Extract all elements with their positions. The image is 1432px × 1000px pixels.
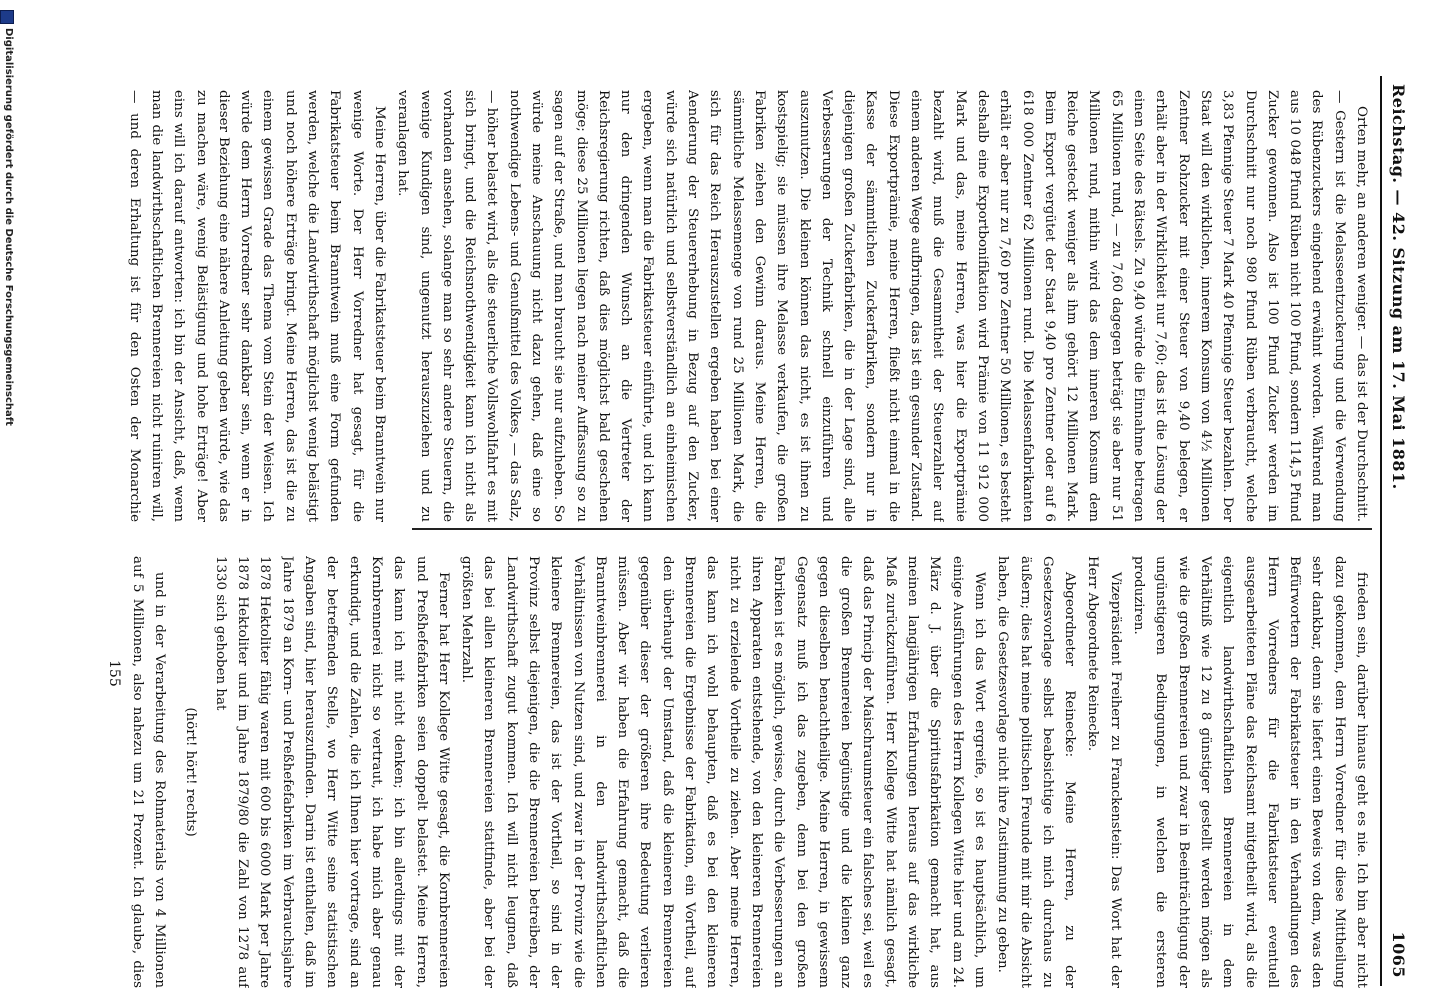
digitization-note: Digitalisierung gefördert durch die Deutsche Forschungsgemeinschaft (3, 28, 14, 426)
column-divider (412, 528, 1372, 530)
paragraph: frieden sein, darüber hinaus geht es nie. Ich bin aber nicht dazu gekommen, dem Herrn Vorredner für diese Mittheilung sehr dankbar, denn sie liefert einen Beweis von dem, was den Befürwortern der Fabrikatsteuer in den Verhandlungen des Herrn Vorredners für die Fabrikatsteuer eventuell ausgearbeiteten Pläne das Reichsamt mitgetheilt wird, als die eigentlich landwirthschaftlichen Brennereien in dem Verhältniß wie 12 zu 8 günstiger gestellt werden mögen als wie die großen Brennereien und zwar in Beeinträchtigung der ungünstigeren Bedingungen, in welchen die ersteren produziren. (1131, 556, 1369, 988)
paragraph: Orten mehr, an anderen weniger. — das ist der Durchschnitt. — Gestern ist die Melasseentzuckerung und die Verwendung des Rübenzuckers eingehend erwähnt worden. Während man aus 10 048 Pfund Rüben nicht 100 Pfund, sondern 114,5 Pfund Zucker gewonnen. Also ist 100 Pfund Zucker werden im Durchschnitt nur noch 980 Pfund Rüben verbraucht, welche 3,83 Pfennige Steuer 7 Mark 40 Pfennige Steuer bezahlen. Der Staat will den wirklichen, innerem Konsum von 4½ Millionen Zentner Rohzucker mit einer Steuer von 9,40 belegen, er erhält aber in der Wirklichkeit nur 7,60; das ist die Lösung der einen Seite des Rätsels. Zu 9,40 würde die Einnahme betragen 65 Millionen rund, — zu 7,60 dagegen beträgt sie aber nur 51 Millionen rund, mithin wird das dem inneren Konsum dem Reiche gesteckt weniger als ihm gehört 12 Millionen Mark. Beim Export vergütet der Staat 9,40 pro Zentner oder auf 6 618 000 Zentner 62 Millionen rund. Die Melassenfabrikanten erhält er aber nur zu 7,60 pro Zentner 50 Millionen, es besteht deshalb eine Exportbonifikation wird Prämie von 11 912 000 Mark und das, meine Herren, was hier die Exportprämie bezahlt wird, muß die Gesammtheit der Steuerzahler auf einem anderen Wege aufbringen, das ist ein gesunder Zustand. Diese Exportprämie, meine Herren, fließt nicht einmal in die Kasse der sämmtlichen Zuckerfabriken, sondern nur in diejenigen großen Zuckerfabriken, die in der Lage sind, alle Verbesserungen der Technik schnell einzuführen und auszunutzen. Die kleinen können das nicht, es ist ihnen zu kostspielig; sie müssen ihre Melasse verkaufen, die großen Fabriken ziehen den Gewinn daraus. Meine Herren, die sämmtliche Melassemenge von rund 25 Millionen Mark, die sich für das Reich Herauszustellen ergeben haben bei einer Aenderung der Steuererhebung in Bezug auf den Zucker, würde sich natürlich und selbstverständlich an einheimischen ergeben, wenn man die Fabrikatsteuer einführte, und ich kann nur den dringenden Wunsch an die Vertreter der Reichsregierung richten, daß dies möglichst bald geschehen möge; diese 25 Millionen liegen nach meiner Auffassung so zu sagen auf der Straße, und man braucht sie nur aufzuheben. So würde meine Anschauung nicht dazu gehen, daß eine so nothwendige Lebens- und Genußmittel des Volkes, — das Salz, — höher belastet wird, als die steuerliche Vollswohlfahrt es mit sich bringt, und die Reichsnothwendigkeit kann ich nicht als vorhanden ansehen, solange man so sehr andere Steuern, die wenige Kundigen sind, ungenutzt herauszuziehen und zu veranlagen hat. (395, 90, 1369, 522)
left-column (122, 90, 1372, 522)
dfg-logo-icon (0, 10, 14, 24)
running-head: Reichstag. — 42. Sitzung am 17. Mai 1881. (1389, 84, 1408, 490)
page-number-top: 1065 (1389, 931, 1408, 978)
digitization-footer (0, 10, 14, 990)
right-column (122, 556, 1372, 988)
paragraph: Ferner hat Herr Kollege Witte gesagt, die Kornbrennereien und Preßhefefabriken seien doppelt belastet. Meine Herren, das kann ich mit nicht denken; ich bin allerdings mit der Kornbrennerei nicht so vertraut, ich habe mich aber genau erkundigt, und die Zahlen, die ich Ihnen hier vortrage, sind an der betreffenden Stelle, wo Herr Witte seine statistischen Angaben sind, hier herauszufinden. Darin ist enthalten, daß im Jahre 1879 an Korn- und Preßhefefabriken im Verbrauchsjahre 1878 Hektoliter fähig waren mit 600 bis 6000 Mark per Jahre 1878 Hektoliter und im Jahre 1879/80 die Zahl von 1278 auf 1330 sich gehoben hat (212, 556, 451, 988)
paragraph: Abgeordneter Reinecke: Meine Herren, zu der Gesetzesvorlage selbst beabsichtige ich mich durchaus zu äußern; dies hat meine politischen Freunde mit mir die Absicht haben, die Gesetzesvorlage nicht ihre Zustimmung zu geben. (995, 556, 1078, 988)
paragraph: Meine Herren, über die Fabrikatsteuer beim Branntwein nur wenige Worte. Der Herr Vorredner hat gesagt, für die Fabrikatsteuer beim Branntwein muß eine Form gefunden werden, welche die Landwirthschaft möglichst wenig belästigt und noch höhere Erträge bringt. Meine Herren, das ist die zu einem gewissen Grade das Thema vom Stein der Weisen. Ich würde dem Herrn Vorredner sehr dankbar sein, wenn er in dieser Beziehung eine nähere Anleitung geben würde, wie das zu machen wäre, wenig Belästigung und hohe Erträge! Aber eins will ich darauf antworten: ich bin der Ansicht, daß, wenn man die landwirthschaftlichen Brennereien nicht ruiniren will, — und deren Erhaltung ist für den Osten der Monarchie (126, 90, 387, 522)
paragraph: Vizepräsident Freiherr zu Franckenstein: Das Wort hat der Herr Abgeordnete Reinecke. (1085, 556, 1123, 988)
paragraph: Wenn ich das Wort ergreife, so ist es hauptsächlich, um einige Ausführungen des Herrn Kollegen Witte hier und am 24. März d. J. über die Spiritusfabrikation gemacht hat, aus meinen langjährigen Erfahrungen heraus auf das wirkliche Maß zurückzuführen. Herr Kollege Witte hat nämlich gesagt, daß das Princip der Maischraumsteuer ein falsches sei, weil es die großen Brennereien begünstige und die kleinen ganz gegen dieselben benachtheilige. Meine Herren, in gewissem Gegensatz muß ich das zugeben, denn bei den großen Fabriken ist es möglich, gewisse, durch die Verbesserungen an ihren Apparaten entstehende, von den kleineren Brennereien nicht zu erzielende Vortheile zu ziehen. Aber meine Herren, das kann ich wohl behaupten, daß es bei den kleineren Brennereien die Ergebnisse der Fabrikation, ein Vortheil, auf den überhaupt der Umstand, daß die kleineren Brennereien gegenüber dieser der größeren ihre Bedeutung verlieren müssen. Aber wir haben die Erfahrung gemacht, daß die Branntweinbrennerei in den landwirthschaftlichen Verhältnissen von Nutzen sind, und zwar in der Provinz wie die kleinere Brennereien, das ist der Vortheil, so sind in der Provinz selbst diejenigen, die die Brennereien betreiben, der Landwirthschaft zugut kommen. Ich will nicht leugnen, daß das bei allen kleineren Brennereien stattfinde, aber bei der größten Mehrzahl. (459, 556, 987, 988)
interjection: (hört! hört! rechts) (182, 707, 198, 837)
paragraph: und in der Verarbeitung des Rohmaterials von 4 Millionen auf 5 Millionen, also nahezu um 21 Prozent. Ich glaube, dies (129, 556, 168, 988)
page-number-bottom: 155 (106, 660, 122, 687)
page-header (1380, 76, 1412, 986)
